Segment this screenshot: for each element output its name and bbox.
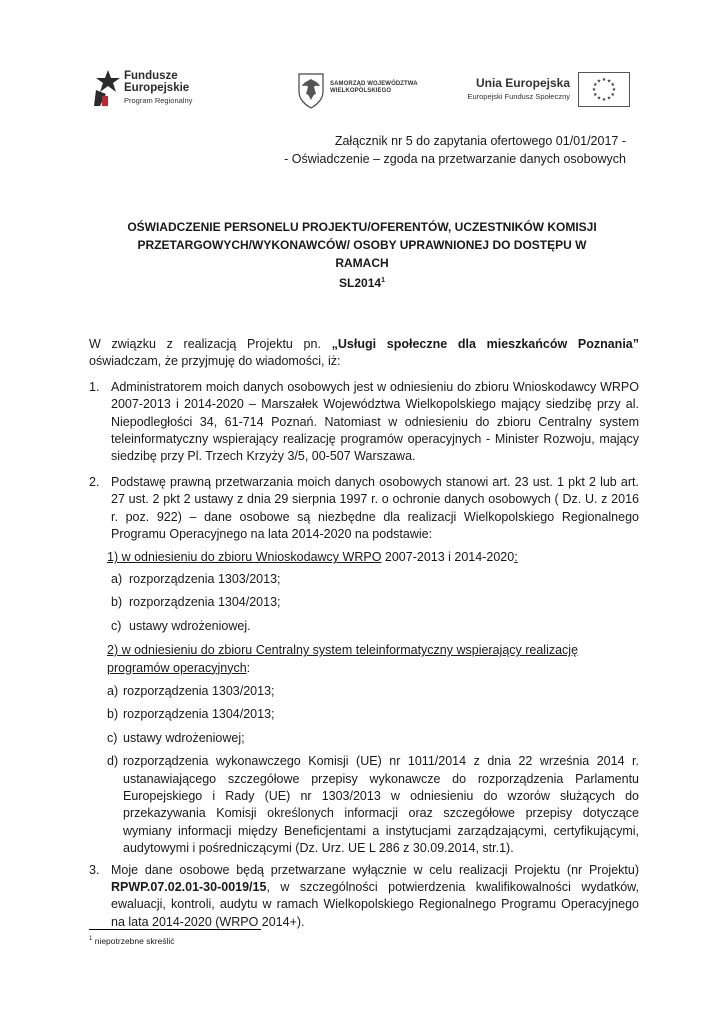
sub2-item-a bbox=[107, 683, 639, 700]
attachment-line2: - Oświadczenie – zgoda na przetwarzanie danych osobowych bbox=[284, 152, 626, 166]
footnote bbox=[89, 936, 175, 946]
fundusze-europejskie-logo bbox=[94, 66, 214, 112]
attachment-reference bbox=[284, 132, 626, 168]
svg-text:★: ★ bbox=[606, 78, 612, 85]
svg-text:★: ★ bbox=[606, 95, 612, 102]
attachment-line1: Załącznik nr 5 do zapytania ofertowego 01/01/2017 - bbox=[334, 134, 626, 148]
intro-before: W związku z realizacją Projektu pn. bbox=[89, 337, 332, 351]
title-line3: SL2014 bbox=[339, 276, 382, 290]
samorzad-logo bbox=[296, 72, 436, 112]
item-number: 2. bbox=[89, 474, 100, 489]
list-item-3 bbox=[89, 862, 639, 932]
svg-text:★: ★ bbox=[610, 82, 615, 88]
sub2-heading-d: : bbox=[246, 660, 251, 675]
sw-logo-line1: SAMORZĄD WOJEWÓDZTWA bbox=[330, 81, 418, 87]
eagle-crest-icon bbox=[296, 72, 326, 110]
footnote-text: niepotrzebne skreślić bbox=[92, 936, 175, 946]
marker: b) bbox=[111, 595, 123, 610]
project-name: „Usługi społeczne dla mieszkańców Poznania” bbox=[331, 337, 639, 351]
sub2-item-d bbox=[107, 753, 639, 857]
sub-item-text: rozporządzenia wykonawczego Komisji (UE) nr 1011/2014 z dnia 22 września 2014 r. ustanawiającego szczegółowe przepisy wykonawcze do rozporządzenia Parlamentu Europejskiego i Rady (UE) nr 1303/2013 w odniesieniu do wzorów służących do przekazywania Komisji określonych informacji oraz szczegółowe przepisy dotyczące wymiany informacji między Beneficjentami a instytucjami zarządzającymi, certyfikującymi, audytowymi i pośredniczącymi (Dz. Urz. UE L 286 z 30.09.2014, str.1). bbox=[123, 754, 639, 856]
svg-text:★: ★ bbox=[601, 77, 607, 83]
item-text: Podstawę prawną przetwarzania moich danych osobowych stanowi art. 23 ust. 1 pkt 2 lub art. 27 ust. 2 pkt 2 ustawy z dnia 29 sierpnia 1997 r. o ochronie danych osobowych ( Dz. U. z 2016 r. poz. 922) – dane osobowe są niezbędne dla realizacji Wielkopolskiego Regionalnego Programu Operacyjnego na lata 2014-2020 na podstawie: bbox=[111, 474, 639, 542]
sub2-heading-a: 2) w odniesieniu do zbioru Centralny system teleinformatyczny wspierający realizację bbox=[107, 643, 579, 658]
sw-logo-line2: WIELKOPOLSKIEGO bbox=[330, 88, 392, 94]
sub1-heading-b: 2007-2013 i 2014-2020 bbox=[381, 550, 515, 565]
fe-logo-line3: Program Regionalny bbox=[124, 96, 193, 105]
marker: a) bbox=[107, 683, 119, 698]
item3-before: Moje dane osobowe będą przetwarzane wyłącznie w celu realizacji Projektu (nr Projektu) bbox=[111, 862, 639, 877]
marker: c) bbox=[107, 730, 118, 745]
title-line2: PRZETARGOWYCH/WYKONAWCÓW/ OSOBY UPRAWNIONEJ DO DOSTĘPU W RAMACH bbox=[137, 238, 587, 270]
sub-item-text: ustawy wdrożeniowej; bbox=[123, 730, 245, 745]
item-number: 3. bbox=[89, 862, 100, 877]
sub1-heading-c: : bbox=[514, 550, 518, 565]
marker: a) bbox=[111, 571, 123, 586]
footnote-ref: 1 bbox=[89, 936, 93, 943]
svg-text:★: ★ bbox=[593, 82, 598, 88]
footnote-separator bbox=[89, 929, 261, 930]
intro-after: oświadczam, że przyjmuję do wiadomości, iż: bbox=[89, 354, 341, 369]
sub-item-text: ustawy wdrożeniowej. bbox=[129, 618, 251, 633]
sub2-heading-c: programów operacyjnych bbox=[107, 660, 247, 675]
sub1-heading bbox=[107, 549, 639, 566]
item-text bbox=[111, 862, 639, 932]
unia-europejska-logo bbox=[460, 72, 630, 112]
svg-text:★: ★ bbox=[596, 78, 602, 85]
sub2-heading bbox=[107, 642, 639, 677]
sub-item-text: rozporządzenia 1303/2013; bbox=[129, 571, 281, 586]
ue-logo-title: Unia Europejska bbox=[475, 76, 570, 90]
item-text: Administratorem moich danych osobowych jest w odniesieniu do zbioru Wnioskodawcy WRPO 2007-2013 i 2014-2020 – Marszałek Województwa Wielkopolskiego mający siedzibę przy al. Niepodległości 34, 61-714 Poznań. Natomiast w odniesieniu do zbioru Centralny system teleinformatyczny wspierający realizację programów operacyjnych - Minister Rozwoju, mający siedzibę przy Pl. Trzech Krzyży 3/5, 00-507 Warszawa. bbox=[111, 379, 639, 464]
list-item-2 bbox=[89, 474, 639, 544]
sub2-item-c bbox=[107, 730, 639, 747]
sub-item-text: rozporządzenia 1304/2013; bbox=[123, 707, 275, 722]
svg-text:★: ★ bbox=[593, 92, 598, 98]
marker: d) bbox=[107, 754, 119, 769]
svg-text:★: ★ bbox=[611, 87, 617, 93]
svg-text:★: ★ bbox=[596, 95, 602, 102]
sub-item-text: rozporządzenia 1303/2013; bbox=[123, 683, 275, 698]
fe-logo-line1: Fundusze bbox=[124, 70, 178, 82]
sub1-heading-a: 1) w odniesieniu do zbioru Wnioskodawcy WRPO bbox=[107, 550, 382, 565]
marker: b) bbox=[107, 707, 119, 722]
ue-logo-subtitle: Europejski Fundusz Społeczny bbox=[467, 92, 570, 101]
marker: c) bbox=[111, 618, 122, 633]
title-footnote-ref: 1 bbox=[381, 277, 385, 284]
project-number: RPWP.07.02.01-30-0019/15 bbox=[111, 879, 267, 894]
fe-logo-line2: Europejskie bbox=[124, 82, 190, 94]
sub1-item-a bbox=[111, 571, 639, 588]
svg-text:★: ★ bbox=[591, 87, 597, 93]
sub1-item-b bbox=[111, 594, 639, 611]
list-item-1 bbox=[89, 379, 639, 466]
document-body bbox=[89, 336, 639, 939]
item-number: 1. bbox=[89, 379, 100, 394]
title-line1: OŚWIADCZENIE PERSONELU PROJEKTU/OFERENTÓW, UCZESTNIKÓW KOMISJI bbox=[127, 220, 597, 234]
svg-text:★: ★ bbox=[601, 97, 607, 103]
fe-star-icon bbox=[94, 68, 120, 108]
item3-after: , w szczególności potwierdzenia kwalifikowalności wydatków, ewaluacji, kontroli, audytu w ramach Wielkopolskiego Regionalnego Programu Operacyjnego na lata 2014-2020 (WRPO 2014+). bbox=[111, 879, 639, 929]
sub2-item-b bbox=[107, 706, 639, 723]
sub1-item-c bbox=[111, 618, 639, 635]
svg-text:★: ★ bbox=[610, 92, 615, 98]
intro-paragraph bbox=[89, 336, 639, 371]
document-title bbox=[110, 218, 614, 292]
sub-item-text: rozporządzenia 1304/2013; bbox=[129, 595, 281, 610]
eu-flag-icon bbox=[578, 72, 630, 107]
